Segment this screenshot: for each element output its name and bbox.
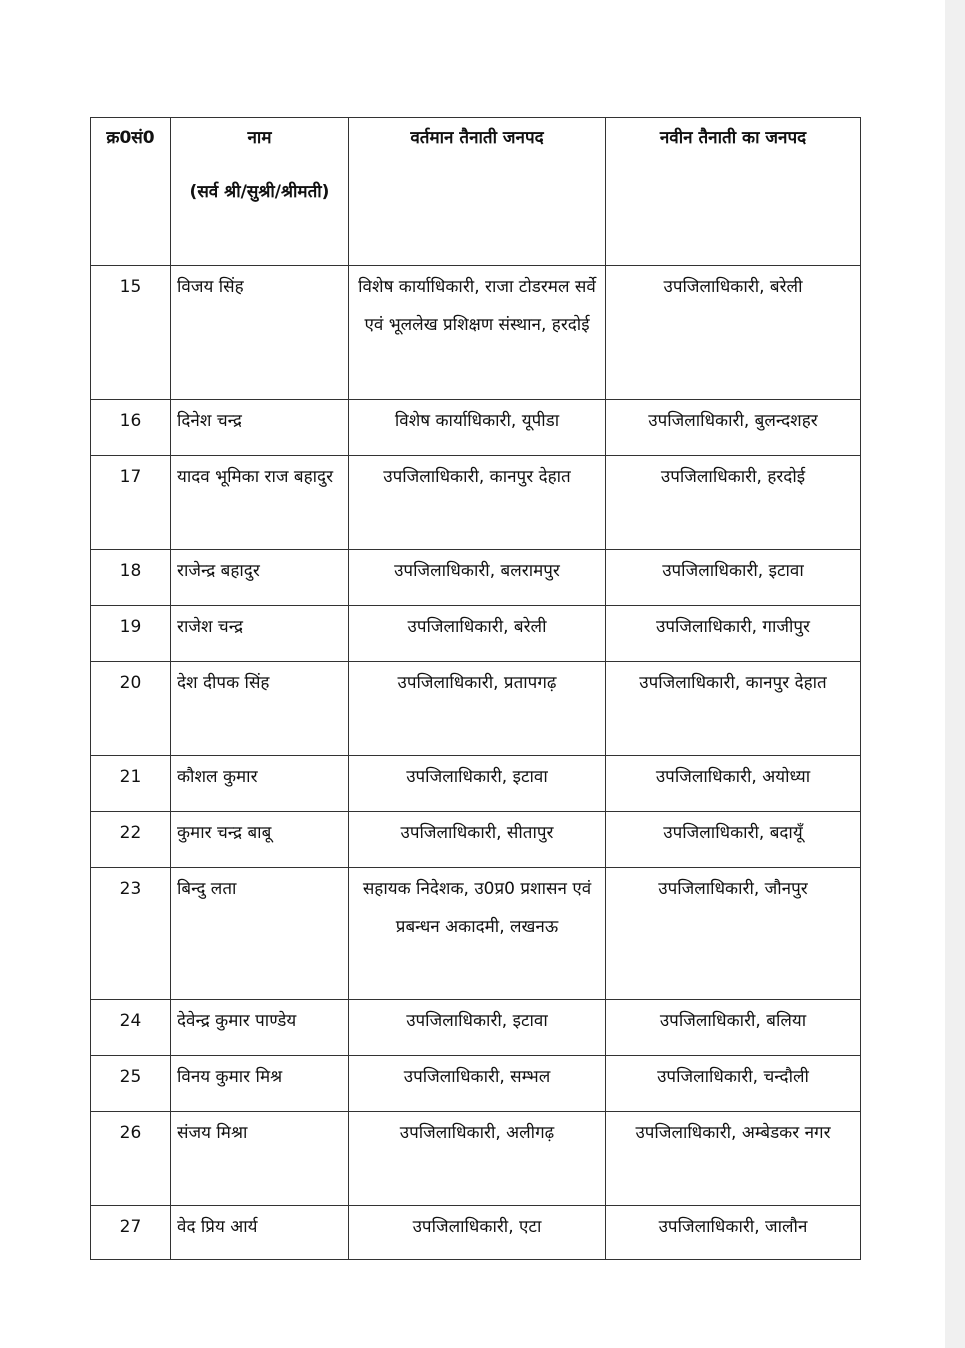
table-row <box>91 868 861 1000</box>
cell-current-post: विशेष कार्याधिकारी, राजा टोडरमल सर्वे एवं भूललेख प्रशिक्षण संस्थान, हरदोई <box>349 266 606 400</box>
page-gutter <box>945 0 965 1348</box>
cell-name: कौशल कुमार <box>171 756 349 812</box>
cell-serial: 21 <box>91 756 171 812</box>
table-row <box>91 812 861 868</box>
cell-name: विनय कुमार मिश्र <box>171 1056 349 1112</box>
cell-serial: 19 <box>91 606 171 662</box>
header-row <box>91 118 861 266</box>
table-row <box>91 662 861 756</box>
table-row <box>91 756 861 812</box>
cell-new-post: उपजिलाधिकारी, हरदोई <box>606 456 861 550</box>
cell-serial: 27 <box>91 1206 171 1260</box>
cell-current-post: उपजिलाधिकारी, बलरामपुर <box>349 550 606 606</box>
cell-new-post: उपजिलाधिकारी, जौनपुर <box>606 868 861 1000</box>
cell-serial: 17 <box>91 456 171 550</box>
cell-new-post: उपजिलाधिकारी, गाजीपुर <box>606 606 861 662</box>
cell-new-post: उपजिलाधिकारी, इटावा <box>606 550 861 606</box>
table-row <box>91 550 861 606</box>
cell-current-post: उपजिलाधिकारी, सीतापुर <box>349 812 606 868</box>
cell-serial: 26 <box>91 1112 171 1206</box>
cell-serial: 24 <box>91 1000 171 1056</box>
cell-current-post: उपजिलाधिकारी, इटावा <box>349 756 606 812</box>
cell-name: देश दीपक सिंह <box>171 662 349 756</box>
cell-serial: 20 <box>91 662 171 756</box>
cell-current-post: उपजिलाधिकारी, अलीगढ़ <box>349 1112 606 1206</box>
header-name-label: नाम <box>247 128 272 148</box>
cell-name: कुमार चन्द्र बाबू <box>171 812 349 868</box>
cell-new-post: उपजिलाधिकारी, बुलन्दशहर <box>606 400 861 456</box>
table-row <box>91 456 861 550</box>
table-row <box>91 266 861 400</box>
cell-current-post: विशेष कार्याधिकारी, यूपीडा <box>349 400 606 456</box>
cell-new-post: उपजिलाधिकारी, अयोध्या <box>606 756 861 812</box>
cell-new-post: उपजिलाधिकारी, अम्बेडकर नगर <box>606 1112 861 1206</box>
cell-name: देवेन्द्र कुमार पाण्डेय <box>171 1000 349 1056</box>
cell-new-post: उपजिलाधिकारी, चन्दौली <box>606 1056 861 1112</box>
cell-name: दिनेश चन्द्र <box>171 400 349 456</box>
cell-current-post: उपजिलाधिकारी, प्रतापगढ़ <box>349 662 606 756</box>
header-new: नवीन तैनाती का जनपद <box>606 118 861 266</box>
cell-name: बिन्दु लता <box>171 868 349 1000</box>
cell-current-post: सहायक निदेशक, उ0प्र0 प्रशासन एवं प्रबन्धन अकादमी, लखनऊ <box>349 868 606 1000</box>
header-current: वर्तमान तैनाती जनपद <box>349 118 606 266</box>
header-name <box>171 118 349 266</box>
table-row <box>91 1056 861 1112</box>
cell-new-post: उपजिलाधिकारी, बरेली <box>606 266 861 400</box>
cell-name: यादव भूमिका राज बहादुर <box>171 456 349 550</box>
cell-name: विजय सिंह <box>171 266 349 400</box>
cell-serial: 25 <box>91 1056 171 1112</box>
cell-current-post: उपजिलाधिकारी, कानपुर देहात <box>349 456 606 550</box>
cell-new-post: उपजिलाधिकारी, जालौन <box>606 1206 861 1260</box>
table-row <box>91 606 861 662</box>
header-name-sub: (सर्व श्री/सुश्री/श्रीमती) <box>189 182 330 202</box>
cell-name: राजेश चन्द्र <box>171 606 349 662</box>
cell-name: राजेन्द्र बहादुर <box>171 550 349 606</box>
cell-serial: 23 <box>91 868 171 1000</box>
table-row <box>91 1000 861 1056</box>
cell-new-post: उपजिलाधिकारी, कानपुर देहात <box>606 662 861 756</box>
cell-current-post: उपजिलाधिकारी, इटावा <box>349 1000 606 1056</box>
cell-current-post: उपजिलाधिकारी, सम्भल <box>349 1056 606 1112</box>
cell-serial: 15 <box>91 266 171 400</box>
cell-name: वेद प्रिय आर्य <box>171 1206 349 1260</box>
table-row <box>91 1112 861 1206</box>
cell-current-post: उपजिलाधिकारी, एटा <box>349 1206 606 1260</box>
transfer-table <box>90 117 861 1260</box>
cell-serial: 18 <box>91 550 171 606</box>
cell-current-post: उपजिलाधिकारी, बरेली <box>349 606 606 662</box>
header-serial: क्र0सं0 <box>91 118 171 266</box>
cell-serial: 22 <box>91 812 171 868</box>
table-row <box>91 1206 861 1260</box>
cell-new-post: उपजिलाधिकारी, बदायूँ <box>606 812 861 868</box>
cell-serial: 16 <box>91 400 171 456</box>
cell-name: संजय मिश्रा <box>171 1112 349 1206</box>
table-row <box>91 400 861 456</box>
cell-new-post: उपजिलाधिकारी, बलिया <box>606 1000 861 1056</box>
